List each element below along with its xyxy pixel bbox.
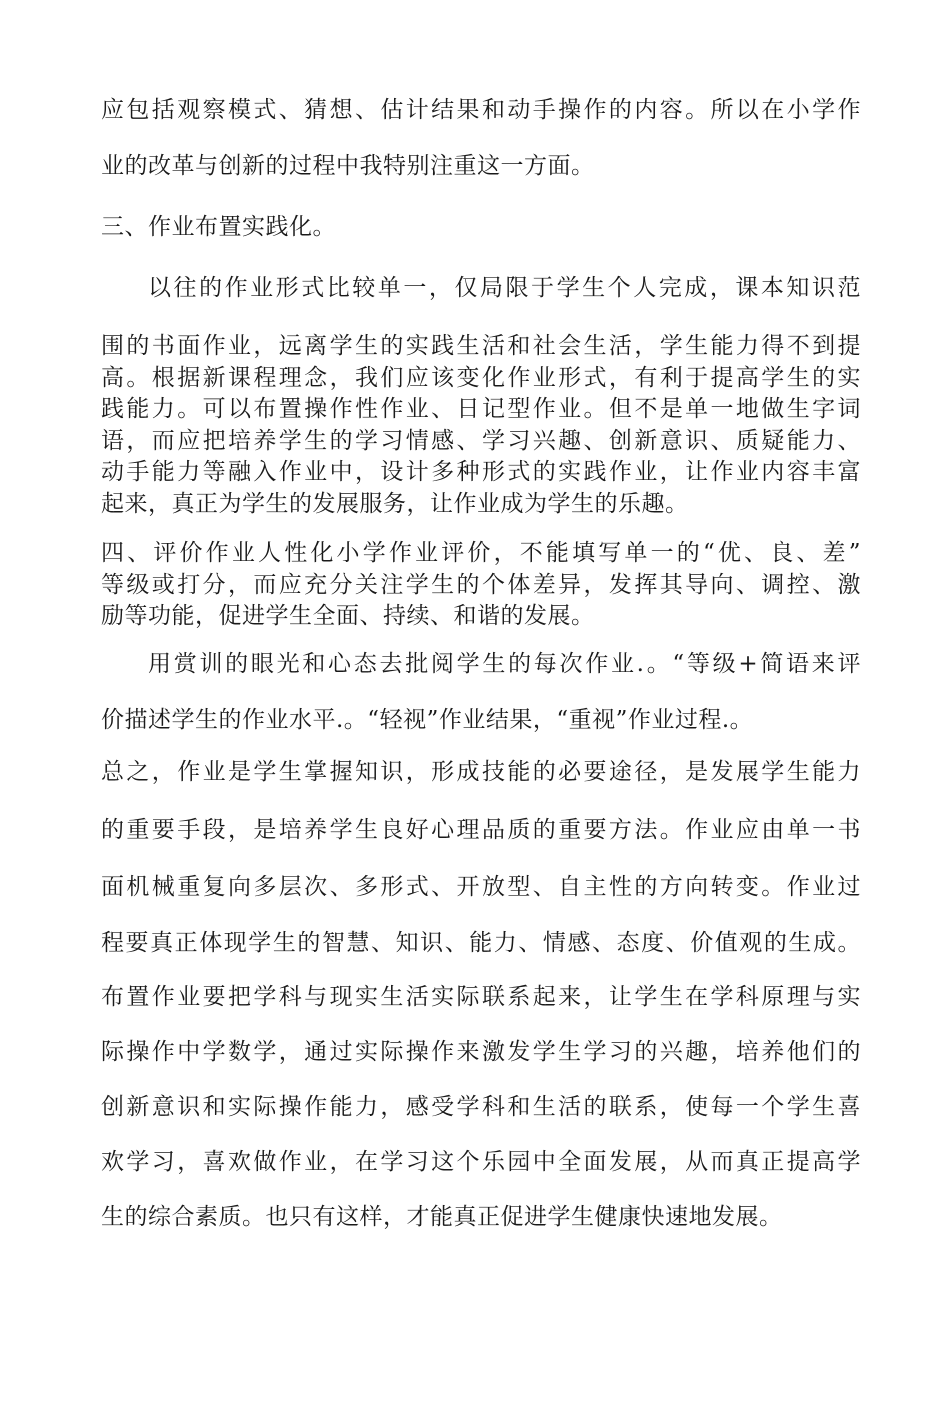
paragraph-line: 践能力。可以布置操作性作业、日记型作业。但不是单一地做生字词	[101, 396, 861, 422]
paragraph-line: 高。根据新课程理念，我们应该变化作业形式，有利于提高学生的实	[101, 365, 861, 391]
paragraph-line: 布置作业要把学科与现实生活实际联系起来，让学生在学科原理与实	[101, 984, 861, 1010]
paragraph-line: 价描述学生的作业水平.。“轻视”作业结果，“重视”作业过程.。	[101, 707, 754, 733]
paragraph-line: 总之，作业是学生掌握知识，形成技能的必要途径，是发展学生能力	[101, 759, 861, 785]
paragraph-line: 动手能力等融入作业中，设计多种形式的实践作业，让作业内容丰富	[101, 459, 861, 485]
paragraph-line: 创新意识和实际操作能力，感受学科和生活的联系，使每一个学生喜	[101, 1094, 861, 1120]
paragraph-line: 应包括观察模式、猜想、估计结果和动手操作的内容。所以在小学作	[101, 97, 861, 123]
paragraph-line: 欢学习，喜欢做作业，在学习这个乐园中全面发展，从而真正提高学	[101, 1149, 861, 1175]
paragraph-line: 语，而应把培养学生的学习情感、学习兴趣、创新意识、质疑能力、	[101, 428, 861, 454]
paragraph-line: 的重要手段，是培养学生良好心理品质的重要方法。作业应由单一书	[101, 817, 861, 843]
paragraph-line: 业的改革与创新的过程中我特别注重这一方面。	[101, 153, 595, 179]
section-heading: 三、作业布置实践化。	[101, 214, 336, 240]
paragraph-line: 以往的作业形式比较单一，仅局限于学生个人完成，课本知识范	[148, 275, 861, 301]
paragraph-line: 围的书面作业，远离学生的实践生活和社会生活，学生能力得不到提	[101, 333, 861, 359]
section-heading: 四、评价作业人性化小学作业评价，不能填写单一的“优、良、差”	[101, 540, 861, 566]
paragraph-line: 等级或打分，而应充分关注学生的个体差异，发挥其导向、调控、激	[101, 572, 861, 598]
paragraph-line: 生的综合素质。也只有这样，才能真正促进学生健康快速地发展。	[101, 1204, 783, 1230]
paragraph-line: 起来，真正为学生的发展服务，让作业成为学生的乐趣。	[101, 491, 689, 517]
paragraph-line: 际操作中学数学，通过实际操作来激发学生学习的兴趣，培养他们的	[101, 1039, 861, 1065]
paragraph-line: 程要真正体现学生的智慧、知识、能力、情感、态度、价值观的生成。	[101, 930, 861, 956]
paragraph-line: 励等功能，促进学生全面、持续、和谐的发展。	[101, 603, 595, 629]
paragraph-line: 用赏训的眼光和心态去批阅学生的每次作业.。“等级+简语来评	[148, 651, 861, 677]
paragraph-line: 面机械重复向多层次、多形式、开放型、自主性的方向转变。作业过	[101, 874, 861, 900]
